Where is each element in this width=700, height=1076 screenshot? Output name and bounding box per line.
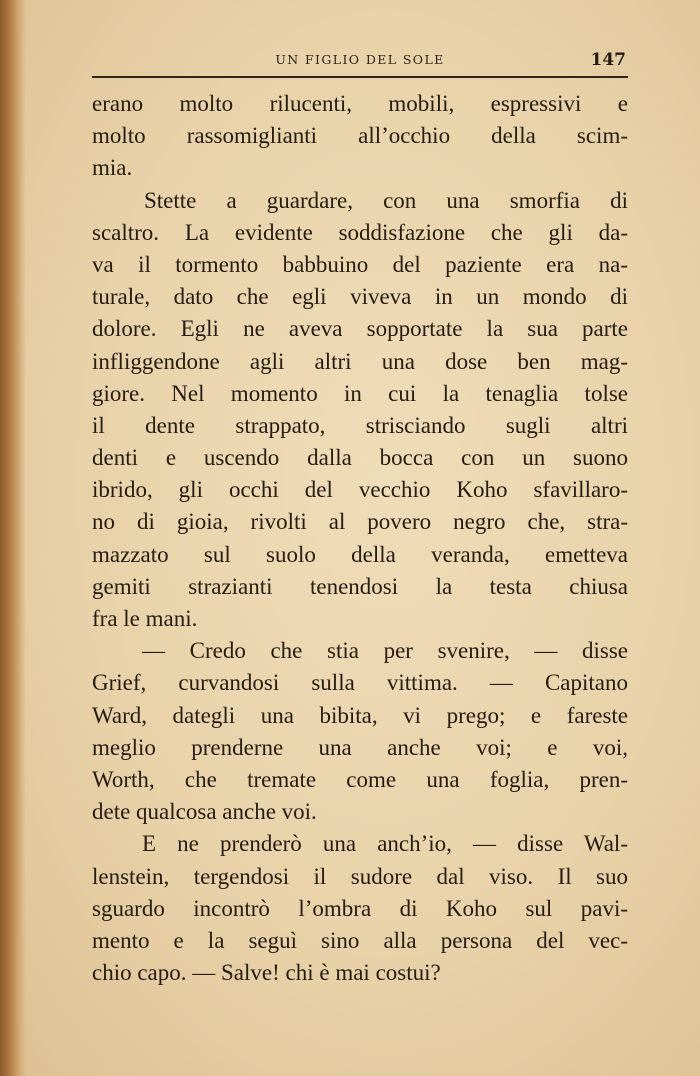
text-line: mento e la seguì sino alla persona del vec- <box>92 927 628 953</box>
body-text <box>92 88 628 989</box>
text-line: molto rassomiglianti all’occhio della scim- <box>92 123 628 149</box>
text-line: mazzato sul suolo della veranda, emetteva <box>92 541 628 567</box>
text-line: Worth, che tremate come una foglia, pren- <box>92 766 628 792</box>
text-line: giore. Nel momento in cui la tenaglia tolse <box>92 380 628 406</box>
text-line: denti e uscendo dalla bocca con un suono <box>92 445 628 471</box>
text-line: sguardo incontrò l’ombra di Koho sul pavi- <box>92 895 628 921</box>
text-line: Stette a guardare, con una smorfia di <box>144 187 628 213</box>
text-line: il dente strappato, strisciando sugli altri <box>92 412 628 438</box>
text-line: lenstein, tergendosi il sudore dal viso. Il suo <box>92 863 628 889</box>
text-line: va il tormento babbuino del paziente era na- <box>92 251 628 277</box>
header-rule <box>92 76 628 78</box>
text-line: E ne prenderò una anch’io, — disse Wal- <box>142 831 628 857</box>
text-line: gemiti strazianti tenendosi la testa chiusa <box>92 573 628 599</box>
text-line: erano molto rilucenti, mobili, espressivi e <box>92 91 628 116</box>
text-line: Ward, dategli una bibita, vi prego; e fareste <box>92 702 628 728</box>
page-number: 147 <box>590 50 626 70</box>
text-line: mia. <box>92 155 133 181</box>
text-line: scaltro. La evidente soddisfazione che gli da- <box>92 219 628 245</box>
text-line: dete qualcosa anche voi. <box>92 799 317 825</box>
text-line: Grief, curvandosi sulla vittima. — Capitano <box>92 670 628 696</box>
running-title: UN FIGLIO DEL SOLE <box>275 52 445 67</box>
text-line: turale, dato che egli viveva in un mondo di <box>92 284 628 310</box>
text-line: chio capo. — Salve! chi è mai costui? <box>92 960 441 986</box>
text-line: infliggendone agli altri una dose ben mag- <box>92 348 628 374</box>
page-header <box>92 50 628 72</box>
text-line: no di gioia, rivolti al povero negro che, stra- <box>92 509 628 535</box>
text-line: — Credo che stia per svenire, — disse <box>142 638 628 664</box>
text-line: meglio prenderne una anche voi; e voi, <box>92 734 628 760</box>
text-line: dolore. Egli ne aveva sopportate la sua parte <box>92 316 628 342</box>
book-spine-shadow <box>0 0 26 1076</box>
text-line: fra le mani. <box>92 606 198 631</box>
text-line: ibrido, gli occhi del vecchio Koho sfavillaro- <box>92 477 628 503</box>
